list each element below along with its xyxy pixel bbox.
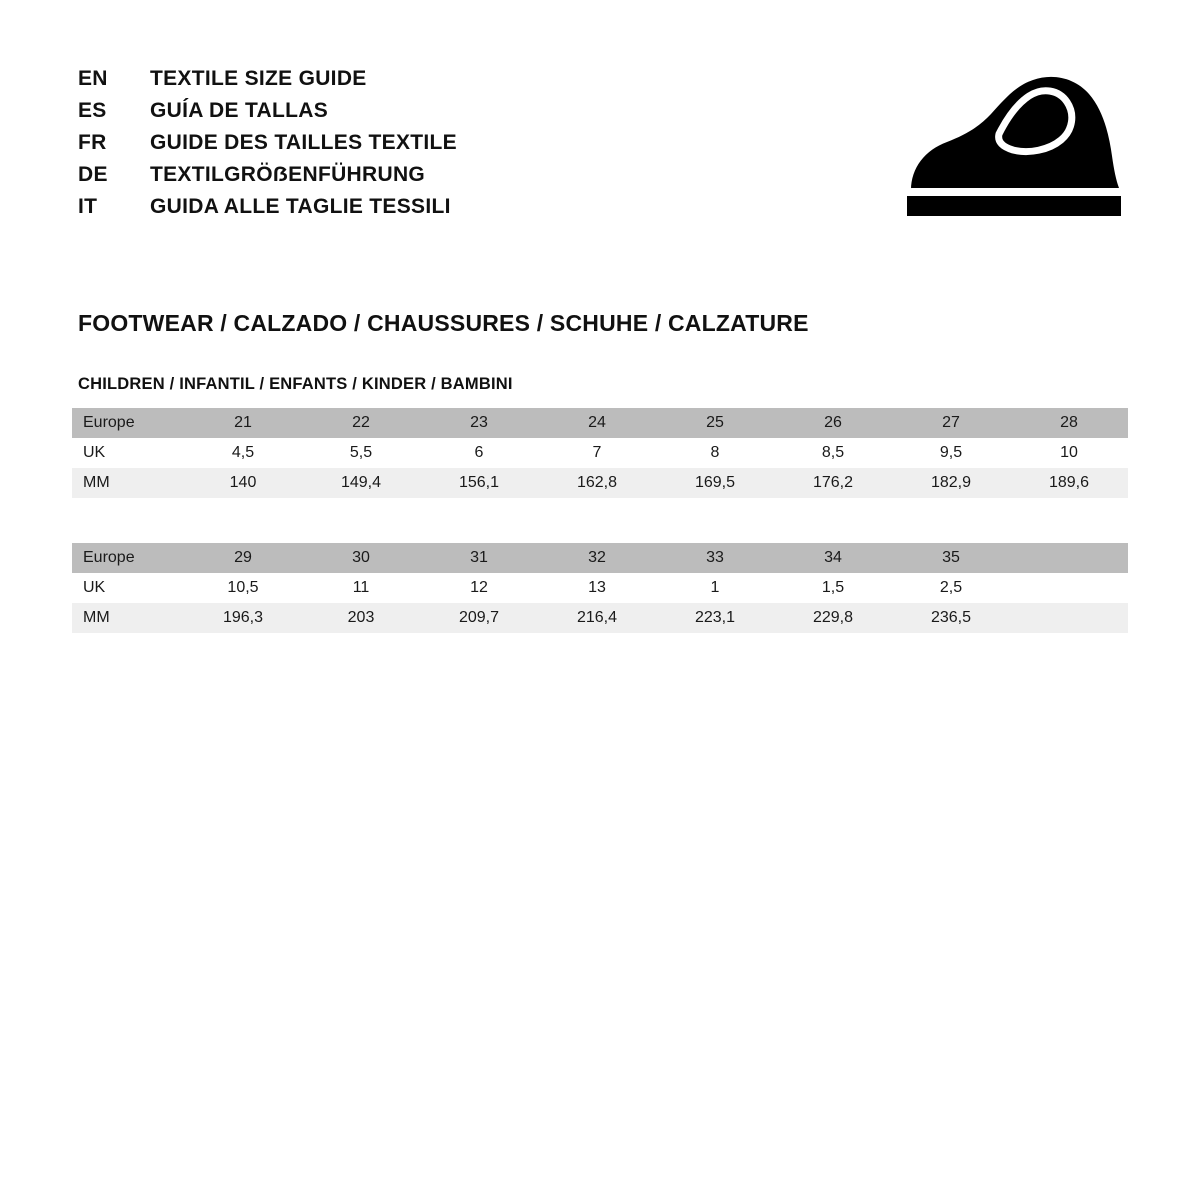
- table-cell: 23: [420, 408, 538, 438]
- table-cell-empty: [1010, 573, 1128, 603]
- table-cell: 182,9: [892, 468, 1010, 498]
- size-table-children-2: [72, 543, 1128, 633]
- table-cell: 216,4: [538, 603, 656, 633]
- table-cell: 24: [538, 408, 656, 438]
- table-cell: 25: [656, 408, 774, 438]
- table-cell: 10,5: [184, 573, 302, 603]
- section-subtitle: CHILDREN / INFANTIL / ENFANTS / KINDER / BAMBINI: [78, 375, 513, 393]
- size-table-children-1: [72, 408, 1128, 498]
- table-cell: 156,1: [420, 468, 538, 498]
- table-cell: 10: [1010, 438, 1128, 468]
- table-cell: 162,8: [538, 468, 656, 498]
- table-cell: 32: [538, 543, 656, 573]
- table-cell: 5,5: [302, 438, 420, 468]
- table-cell: 31: [420, 543, 538, 573]
- table-cell: 27: [892, 408, 1010, 438]
- table-cell: 12: [420, 573, 538, 603]
- table-cell: 223,1: [656, 603, 774, 633]
- table-row: [72, 603, 1128, 633]
- table-cell: 196,3: [184, 603, 302, 633]
- row-label: UK: [72, 573, 184, 603]
- table-cell: 28: [1010, 408, 1128, 438]
- row-label: UK: [72, 438, 184, 468]
- table-cell: 1: [656, 573, 774, 603]
- language-code: EN: [78, 67, 108, 90]
- table-cell: 176,2: [774, 468, 892, 498]
- table-cell: 189,6: [1010, 468, 1128, 498]
- table-cell: 229,8: [774, 603, 892, 633]
- language-code: FR: [78, 131, 107, 154]
- row-label: MM: [72, 468, 184, 498]
- table-cell: 8: [656, 438, 774, 468]
- table-cell: 4,5: [184, 438, 302, 468]
- table-cell: 1,5: [774, 573, 892, 603]
- table-cell: 8,5: [774, 438, 892, 468]
- language-title: GUIDE DES TAILLES TEXTILE: [150, 131, 457, 154]
- table-cell: 149,4: [302, 468, 420, 498]
- table-cell: 236,5: [892, 603, 1010, 633]
- table-cell: 21: [184, 408, 302, 438]
- table-cell: 140: [184, 468, 302, 498]
- table-cell: 203: [302, 603, 420, 633]
- table-cell-empty: [1010, 603, 1128, 633]
- table-cell: 209,7: [420, 603, 538, 633]
- table-cell-empty: [1010, 543, 1128, 573]
- table-row: [72, 573, 1128, 603]
- language-title: TEXTILE SIZE GUIDE: [150, 67, 367, 90]
- language-code: ES: [78, 99, 107, 122]
- language-title: GUIDA ALLE TAGLIE TESSILI: [150, 195, 451, 218]
- table-row: [72, 468, 1128, 498]
- table-row: [72, 438, 1128, 468]
- table-cell: 22: [302, 408, 420, 438]
- row-label: MM: [72, 603, 184, 633]
- language-code: IT: [78, 195, 98, 218]
- table-cell: 7: [538, 438, 656, 468]
- table-cell: 35: [892, 543, 1010, 573]
- shoe-icon: [903, 72, 1128, 222]
- table-cell: 34: [774, 543, 892, 573]
- table-cell: 6: [420, 438, 538, 468]
- row-label: Europe: [72, 408, 184, 438]
- table-row: [72, 543, 1128, 573]
- table-cell: 2,5: [892, 573, 1010, 603]
- language-code: DE: [78, 163, 108, 186]
- table-row: [72, 408, 1128, 438]
- row-label: Europe: [72, 543, 184, 573]
- table-cell: 13: [538, 573, 656, 603]
- table-cell: 11: [302, 573, 420, 603]
- table-cell: 33: [656, 543, 774, 573]
- table-cell: 9,5: [892, 438, 1010, 468]
- language-title: TEXTILGRÖẞENFÜHRUNG: [150, 163, 426, 186]
- table-cell: 30: [302, 543, 420, 573]
- table-cell: 29: [184, 543, 302, 573]
- table-cell: 169,5: [656, 468, 774, 498]
- section-title: FOOTWEAR / CALZADO / CHAUSSURES / SCHUHE / CALZATURE: [78, 310, 809, 336]
- language-title: GUÍA DE TALLAS: [150, 99, 329, 122]
- table-cell: 26: [774, 408, 892, 438]
